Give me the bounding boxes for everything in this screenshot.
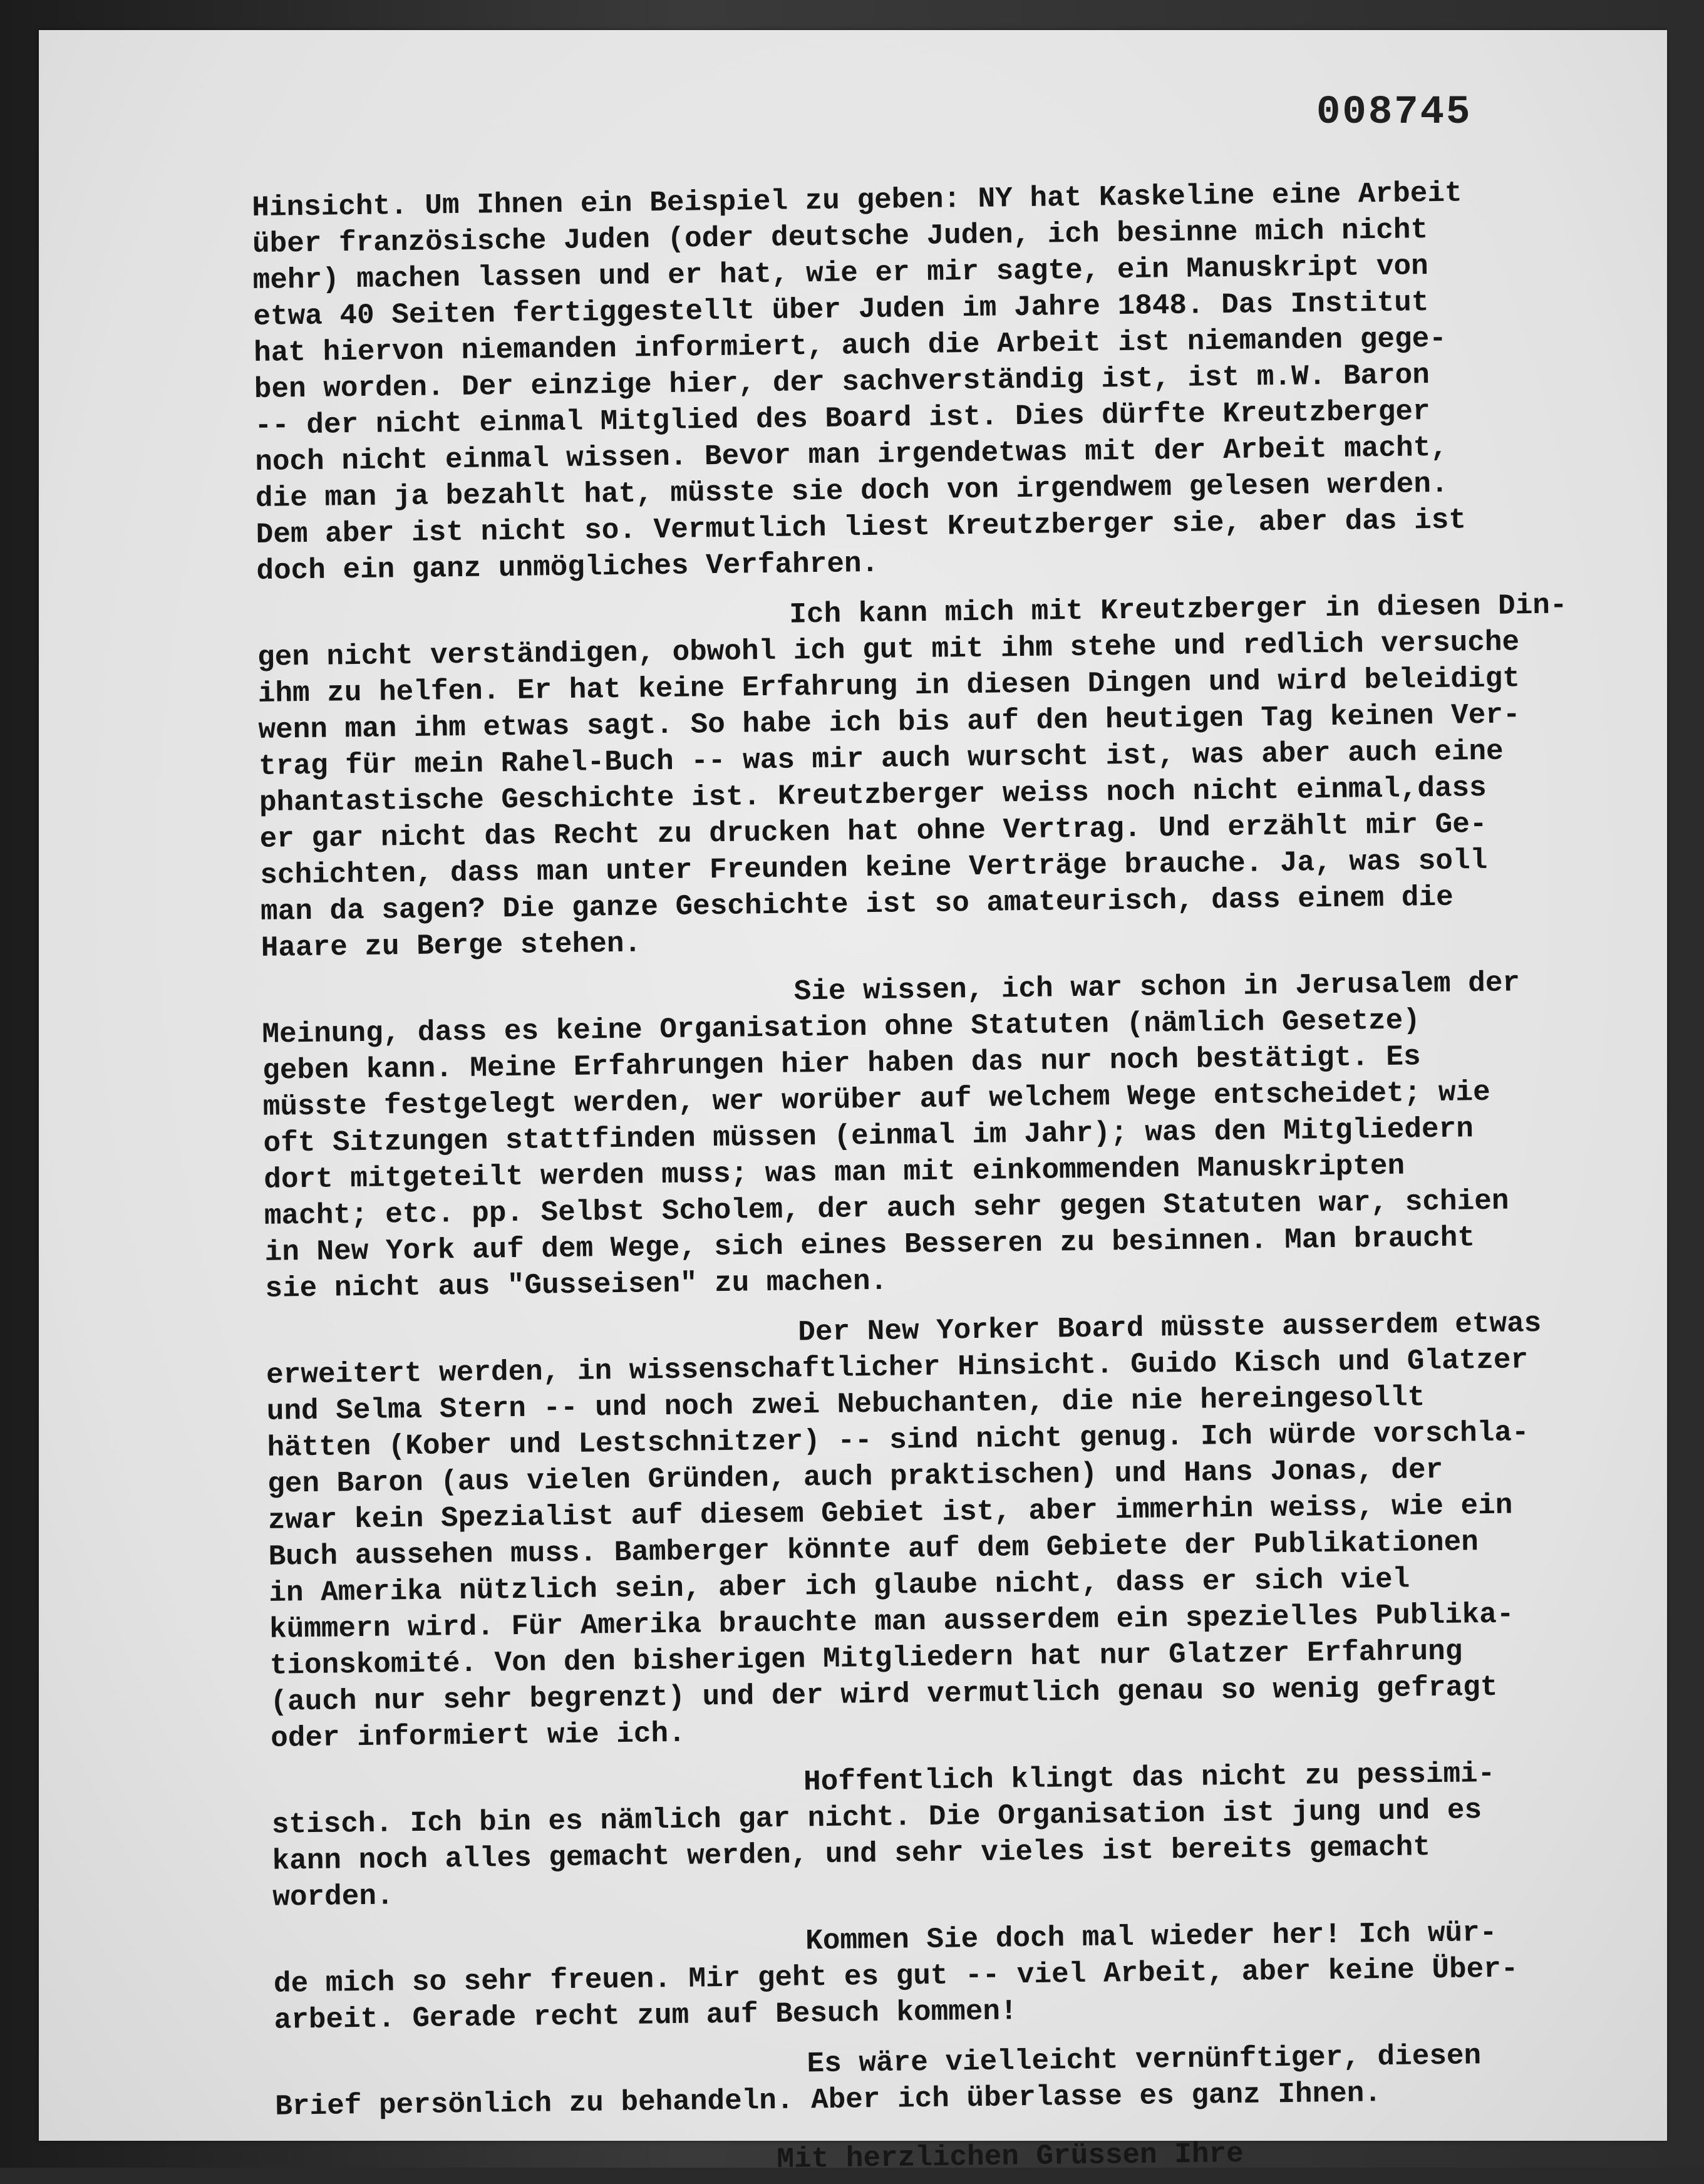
text-line: geben kann. Meine Erfahrungen hier haben das nur noch bestätigt. Es <box>262 1040 1421 1087</box>
text-line: und Selma Stern -- und noch zwei Nebuchanten, die nie hereingesollt <box>266 1381 1425 1428</box>
text-line: gen nicht verständigen, obwohl ich gut mit ihm stehe und redlich versuche <box>257 626 1520 674</box>
text-line: müsste festgelegt werden, wer worüber auf welchem Wege entscheidet; wie <box>262 1075 1490 1124</box>
paragraph-4 <box>266 1303 1680 1756</box>
text-line: ihm zu helfen. Er hat keine Erfahrung in diesen Dingen und wird beleidigt <box>257 662 1521 710</box>
text-line: man da sagen? Die ganze Geschichte ist so amateurisch, dass einem die <box>260 881 1454 928</box>
text-line: arbeit. Gerade recht zum auf Besuch kommen! <box>274 1995 1018 2037</box>
paragraph-6 <box>273 1912 1683 2038</box>
text-line: worden. <box>272 1880 394 1914</box>
text-line: (auch nur sehr begrenzt) und der wird vermutlich genau so wenig gefragt <box>270 1670 1498 1719</box>
text-line: kann noch alles gemacht werden, und sehr vieles ist bereits gemacht <box>272 1831 1431 1878</box>
text-line: Brief persönlich zu behandeln. Aber ich überlasse es ganz Ihnen. <box>275 2077 1382 2123</box>
text-line: Kommen Sie doch mal wieder her! Ich wür- <box>805 1916 1497 1958</box>
text-line: hätten (Kober und Lestschnitzer) -- sind nicht genug. Ich würde vorschla- <box>267 1416 1529 1464</box>
paragraph-2 <box>257 586 1670 966</box>
text-line: sie nicht aus "Gusseisen" zu machen. <box>265 1265 888 1305</box>
text-line: Ich kann mich mit Kreutzberger in diesen Din- <box>789 589 1567 631</box>
text-line: tionskomité. Von den bisherigen Mitgliedern hat nur Glatzer Erfahrung <box>269 1635 1463 1682</box>
paragraph-1 <box>252 173 1666 589</box>
text-line: trag für mein Rahel-Buch -- was mir auch wurscht ist, was aber auch eine <box>258 735 1504 783</box>
text-line: er gar nicht das Recht zu drucken hat ohne Vertrag. Und erzählt mir Ge- <box>259 807 1487 856</box>
text-line: phantastische Geschichte ist. Kreutzberger weiss noch nicht einmal,dass <box>259 771 1487 819</box>
paragraph-3 <box>261 963 1674 1307</box>
letter-page <box>39 30 1667 2176</box>
text-line: in New York auf dem Wege, sich eines Besseren zu besinnen. Man braucht <box>264 1221 1475 1269</box>
text-line: macht; etc. pp. Selbst Scholem, der auch sehr gegen Statuten war, schien <box>264 1184 1509 1233</box>
text-line: Dem aber ist nicht so. Vermutlich liest Kreutzberger sie, aber das ist <box>256 504 1467 551</box>
text-line: etwa 40 Seiten fertiggestellt über Juden im Jahre 1848. Das Institut <box>253 286 1429 333</box>
paragraph-5 <box>271 1753 1682 1915</box>
text-line: oft Sitzungen stattfinden müssen (einmal im Jahr); was den Mitgliedern <box>263 1112 1474 1160</box>
text-line: Hinsicht. Um Ihnen ein Beispiel zu geben: NY hat Kaskeline eine Arbeit <box>252 177 1462 224</box>
closing-salutation: Mit herzlichen Grüssen Ihre <box>777 2137 1244 2176</box>
text-line: die man ja bezahlt hat, müsste sie doch von irgendwem gelesen werden. <box>255 467 1448 515</box>
text-line: hat hiervon niemanden informiert, auch die Arbeit ist niemanden gege- <box>253 322 1447 370</box>
text-line: mehr) machen lassen und er hat, wie er mir sagte, ein Manuskript von <box>252 250 1429 297</box>
document-number: 008745 <box>1316 90 1472 135</box>
paragraph-7 <box>274 2035 1684 2124</box>
text-line: dort mitgeteilt werden muss; was man mit einkommenden Manuskripten <box>263 1149 1405 1196</box>
text-line: über französische Juden (oder deutsche Juden, ich besinne mich nicht <box>252 214 1428 261</box>
text-line: gen Baron (aus vielen Gründen, auch praktischen) und Hans Jonas, der <box>267 1453 1443 1501</box>
text-line: in Amerika nützlich sein, aber ich glaube nicht, dass er sich viel <box>269 1563 1410 1610</box>
text-line: Haare zu Berge stehen. <box>261 927 642 965</box>
text-line: Der New Yorker Board müsste ausserdem etwas <box>798 1307 1542 1349</box>
text-line: kümmern wird. Für Amerika brauchte man ausserdem ein spezielles Publika- <box>269 1598 1514 1646</box>
letter-body <box>252 173 1685 2184</box>
text-line: schichten, dass man unter Freunden keine Verträge brauche. Ja, was soll <box>260 844 1488 892</box>
text-line: Buch aussehen muss. Bamberger könnte auf dem Gebiete der Publikationen <box>268 1526 1479 1573</box>
text-line: stisch. Ich bin es nämlich gar nicht. Die Organisation ist jung und es <box>271 1794 1482 1841</box>
text-line: Es wäre vielleicht vernünftiger, diesen <box>807 2039 1482 2081</box>
text-line: ben worden. Der einzige hier, der sachverständig ist, ist m.W. Baron <box>254 359 1430 406</box>
text-line: de mich so sehr freuen. Mir geht es gut -- viel Arbeit, aber keine Über- <box>273 1952 1519 2000</box>
text-line: zwar kein Spezialist auf diesem Gebiet ist, aber immerhin weiss, wie ein <box>267 1489 1513 1537</box>
text-line: wenn man ihm etwas sagt. So habe ich bis auf den heutigen Tag keinen Ver- <box>258 698 1521 747</box>
text-line: -- der nicht einmal Mitglied des Board ist. Dies dürfte Kreutzberger <box>254 395 1430 442</box>
text-line: Meinung, dass es keine Organisation ohne Statuten (nämlich Gesetze) <box>262 1004 1421 1051</box>
text-line: noch nicht einmal wissen. Bevor man irgendetwas mit der Arbeit macht, <box>254 431 1448 479</box>
text-line: oder informiert wie ich. <box>270 1717 686 1755</box>
text-line: Sie wissen, ich war schon in Jerusalem der <box>793 966 1521 1008</box>
text-line: doch ein ganz unmögliches Verfahren. <box>256 547 879 587</box>
text-line: Hoffentlich klingt das nicht zu pessimi- <box>803 1757 1495 1799</box>
text-line: erweitert werden, in wissenschaftlicher Hinsicht. Guido Kisch und Glatzer <box>266 1343 1529 1392</box>
